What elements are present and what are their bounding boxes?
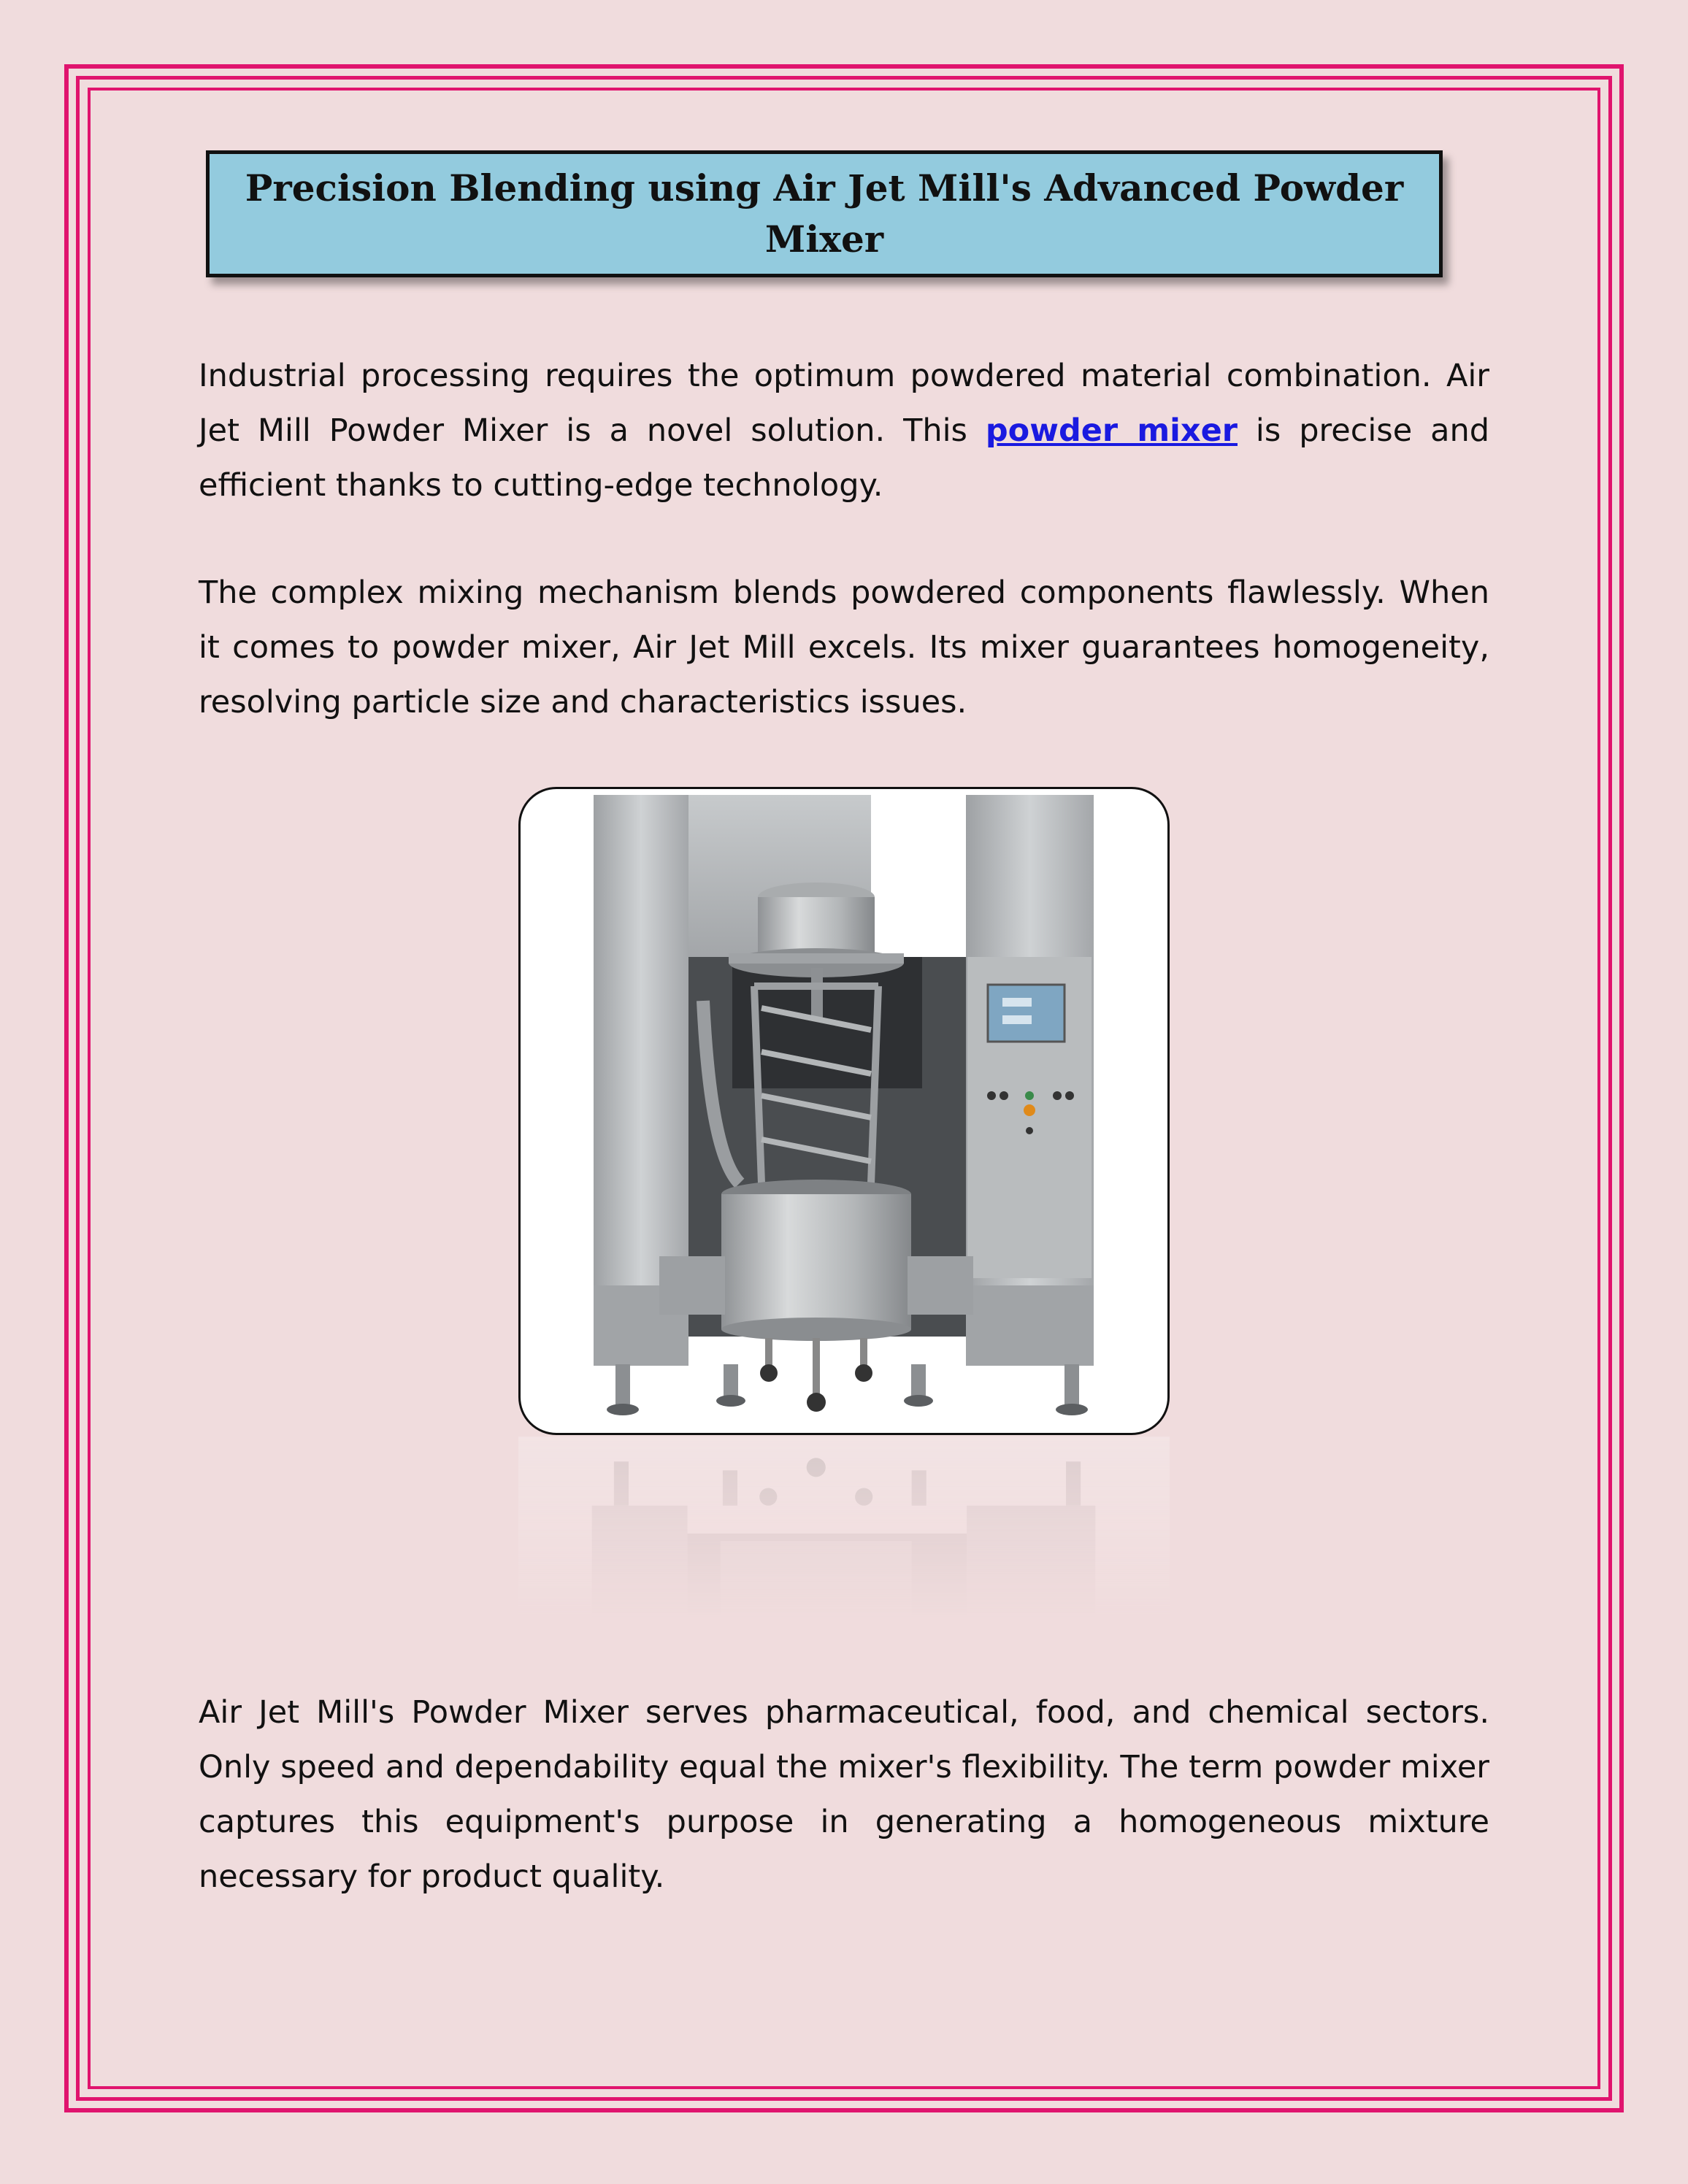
- page-title: Precision Blending using Air Jet Mill's Advanced Powder Mixer: [245, 166, 1404, 261]
- intro-paragraph: [199, 349, 1489, 513]
- powder-mixer-machine-icon: [521, 789, 1167, 1433]
- mechanism-paragraph: The complex mixing mechanism blends powdered components flawlessly. When it comes to powder mixer, Air Jet Mill excels. Its mixer guarantees homogeneity, resolving particle size and characteristics issues.: [199, 574, 1489, 720]
- intro-text-after-link: is precise and efficient thanks to cutting-edge technology.: [199, 412, 1489, 504]
- intro-text-before-link: Industrial processing requires the optimum powdered material combination. Air Jet Mill Powder Mixer is a novel solution. This: [199, 358, 1489, 449]
- powder-mixer-reflection-icon: [518, 1437, 1170, 1619]
- mixer-photo-reflection: [518, 1437, 1170, 1619]
- powder-mixer-link[interactable]: powder mixer: [985, 412, 1238, 449]
- applications-paragraph: Air Jet Mill's Powder Mixer serves pharmaceutical, food, and chemical sectors. Only speed and dependability equal the mixer's flexibility. The term powder mixer captures this equipment's purpose in generating a homogeneous mixture necessary for product quality.: [199, 1694, 1489, 1895]
- title-banner: [206, 150, 1443, 277]
- mixer-photo: [518, 787, 1170, 1435]
